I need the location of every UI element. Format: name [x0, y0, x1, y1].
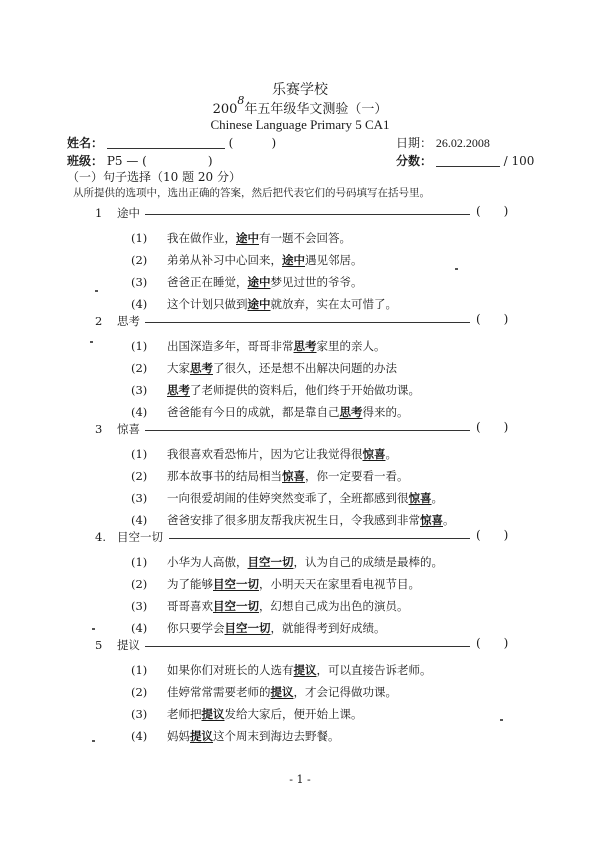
option-text: 梦见过世的爷爷。 [270, 275, 363, 289]
option-text: 家里的亲人。 [316, 339, 386, 353]
option-item [131, 598, 409, 614]
option-number: (2) [131, 577, 148, 591]
option-text: 为了能够 [167, 577, 213, 591]
option-item [131, 296, 397, 312]
option-keyword: 惊喜 [408, 491, 432, 505]
option-item [131, 360, 397, 376]
option-item [131, 662, 432, 678]
question-head [95, 421, 140, 437]
option-keyword: 提议 [201, 707, 225, 721]
option-number: (2) [131, 685, 148, 699]
option-keyword: 提议 [270, 685, 294, 699]
scan-speck [90, 341, 93, 343]
scan-speck [455, 268, 458, 270]
option-number: (3) [131, 707, 148, 721]
option-keyword: 目空一切 [213, 577, 259, 591]
option-text: ，可以直接告诉老师。 [316, 663, 432, 677]
option-keyword: 途中 [236, 231, 259, 245]
option-text: 你只要学会 [167, 621, 225, 635]
question-number: 2 [95, 314, 103, 328]
scan-speck [92, 628, 95, 630]
option-text: 就放弃，实在太可惜了。 [270, 297, 397, 311]
option-item [131, 728, 340, 744]
option-number: (4) [131, 621, 148, 635]
option-text: 这个周末到海边去野餐。 [213, 729, 340, 743]
name-row: 姓名： ( ) [67, 136, 277, 150]
score-row: 分数： / 100 [396, 154, 535, 168]
option-item [131, 446, 397, 462]
option-text: ，幻想自己成为出色的演员。 [259, 599, 409, 613]
question-head [95, 313, 140, 329]
option-keyword: 思考 [293, 339, 317, 353]
option-item [131, 274, 363, 290]
option-item [131, 338, 386, 354]
option-number: (2) [131, 361, 148, 375]
option-number: (4) [131, 513, 148, 527]
class-row: 班级： P5 — ( ) [67, 154, 213, 168]
option-keyword: 途中 [247, 297, 271, 311]
answer-bracket[interactable]: ( ) [476, 312, 509, 326]
option-item [131, 382, 420, 398]
option-text: 一向很爱胡闹的佳婷突然变乖了，全班都感到很 [167, 491, 409, 505]
option-item [131, 490, 443, 506]
dash-leader [145, 322, 470, 323]
option-text: ，就能得考到好成绩。 [270, 621, 386, 635]
option-text: 如果你们对班长的人选有 [167, 663, 294, 677]
option-number: (3) [131, 383, 148, 397]
option-number: (3) [131, 599, 148, 613]
option-number: (4) [131, 729, 148, 743]
option-number: (3) [131, 275, 148, 289]
question-number: 1 [95, 206, 103, 220]
option-text: 遇见邻居。 [305, 253, 363, 267]
answer-bracket[interactable]: ( ) [476, 528, 509, 542]
option-number: (2) [131, 253, 148, 267]
option-text: 得来的。 [362, 405, 409, 419]
option-item [131, 684, 397, 700]
option-text: 佳婷常常需要老师的 [167, 685, 271, 699]
option-keyword: 途中 [282, 253, 305, 267]
option-text: 小华为人高傲， [167, 555, 248, 569]
scan-speck [92, 740, 95, 742]
question-head [95, 205, 140, 221]
exam-subtitle: Chinese Language Primary 5 CA1 [210, 117, 390, 132]
answer-bracket[interactable]: ( ) [476, 420, 509, 434]
section-title: （一）句子选择（10 题 20 分） [67, 170, 241, 184]
question-word: 提议 [117, 638, 140, 652]
question-number: 5 [95, 638, 103, 652]
option-text: 。 [385, 447, 397, 461]
option-keyword: 目空一切 [247, 555, 294, 569]
question-number: 4. [95, 530, 106, 544]
option-number: (4) [131, 405, 148, 419]
option-item [131, 512, 455, 528]
instruction: 从所提供的选项中，选出正确的答案，然后把代表它们的号码填写在括号里。 [73, 187, 430, 199]
option-number: (1) [131, 555, 148, 569]
answer-bracket[interactable]: ( ) [476, 636, 509, 650]
dash-leader [145, 430, 470, 431]
class-field[interactable]: P5 — ( ) [106, 154, 213, 168]
option-text: ，认为自己的成绩是最棒的。 [293, 555, 443, 569]
option-keyword: 提议 [190, 729, 213, 743]
option-number: (2) [131, 469, 148, 483]
option-text: 我很喜欢看恐怖片，因为它让我觉得很 [167, 447, 363, 461]
option-text: 这个计划只做到 [167, 297, 248, 311]
option-text: 那本故事书的结局相当 [167, 469, 282, 483]
scan-speck [95, 290, 98, 292]
dash-leader [145, 214, 470, 215]
option-item [131, 554, 443, 570]
question-number: 3 [95, 422, 103, 436]
option-item [131, 404, 409, 420]
option-keyword: 提议 [293, 663, 317, 677]
option-keyword: 惊喜 [362, 447, 386, 461]
option-text: 出国深造多年，哥哥非常 [167, 339, 294, 353]
option-text: 有一题不会回答。 [259, 231, 351, 245]
option-text: 爸爸安排了很多朋友帮我庆祝生日，令我感到非常 [167, 513, 420, 527]
option-keyword: 目空一切 [213, 599, 259, 613]
option-keyword: 思考 [190, 361, 213, 375]
option-item [131, 468, 409, 484]
option-text: 老师把 [167, 707, 202, 721]
dash-leader [145, 646, 470, 647]
option-number: (4) [131, 297, 148, 311]
question-word: 思考 [117, 314, 140, 328]
option-text: 爸爸正在睡觉， [167, 275, 248, 289]
option-item [131, 230, 351, 246]
option-keyword: 思考 [339, 405, 363, 419]
page-number: - 1 - [289, 773, 311, 786]
option-text: ，你一定要看一看。 [305, 469, 409, 483]
question-word: 目空一切 [117, 530, 163, 544]
handwritten-year-digit: 8 [237, 94, 245, 107]
school-name: 乐赛学校 [272, 82, 328, 98]
option-keyword: 思考 [167, 383, 190, 397]
option-text: 弟弟从补习中心回来， [167, 253, 282, 267]
date-row: 日期： 26.02.2008 [396, 136, 490, 150]
option-text: ，小明天天在家里看电视节目。 [259, 577, 420, 591]
answer-bracket[interactable]: ( ) [476, 204, 509, 218]
option-text: 妈妈 [167, 729, 190, 743]
option-text: 我在做作业， [167, 231, 236, 245]
option-item [131, 252, 363, 268]
question-head [95, 637, 140, 653]
exam-title: $200^8$年五年级华文测验（一） [212, 94, 388, 117]
option-number: (1) [131, 663, 148, 677]
option-keyword: 目空一切 [224, 621, 271, 635]
option-text: 爸爸能有今日的成就，都是靠自己 [167, 405, 340, 419]
option-text: ，才会记得做功课。 [293, 685, 397, 699]
score-blank[interactable] [436, 166, 500, 167]
dash-leader [169, 538, 470, 539]
option-keyword: 惊喜 [420, 513, 443, 527]
option-text: 。 [443, 513, 455, 527]
option-number: (3) [131, 491, 148, 505]
option-keyword: 惊喜 [282, 469, 305, 483]
option-number: (1) [131, 447, 148, 461]
option-item [131, 706, 363, 722]
option-keyword: 途中 [247, 275, 271, 289]
question-word: 惊喜 [117, 422, 140, 436]
name-paren[interactable]: ( ) [228, 136, 277, 150]
option-item [131, 576, 420, 592]
option-number: (1) [131, 231, 148, 245]
option-text: 了很久，还是想不出解决问题的办法 [213, 361, 397, 375]
option-text: 哥哥喜欢 [167, 599, 213, 613]
option-text: 发给大家后，便开始上课。 [224, 707, 363, 721]
option-text: 大家 [167, 361, 190, 375]
option-item [131, 620, 386, 636]
question-head [95, 529, 163, 545]
option-text: 了老师提供的资料后，他们终于开始做功课。 [190, 383, 420, 397]
option-text: 。 [431, 491, 443, 505]
scan-speck [500, 719, 503, 721]
question-word: 途中 [117, 206, 140, 220]
name-blank[interactable] [107, 148, 225, 149]
option-number: (1) [131, 339, 148, 353]
